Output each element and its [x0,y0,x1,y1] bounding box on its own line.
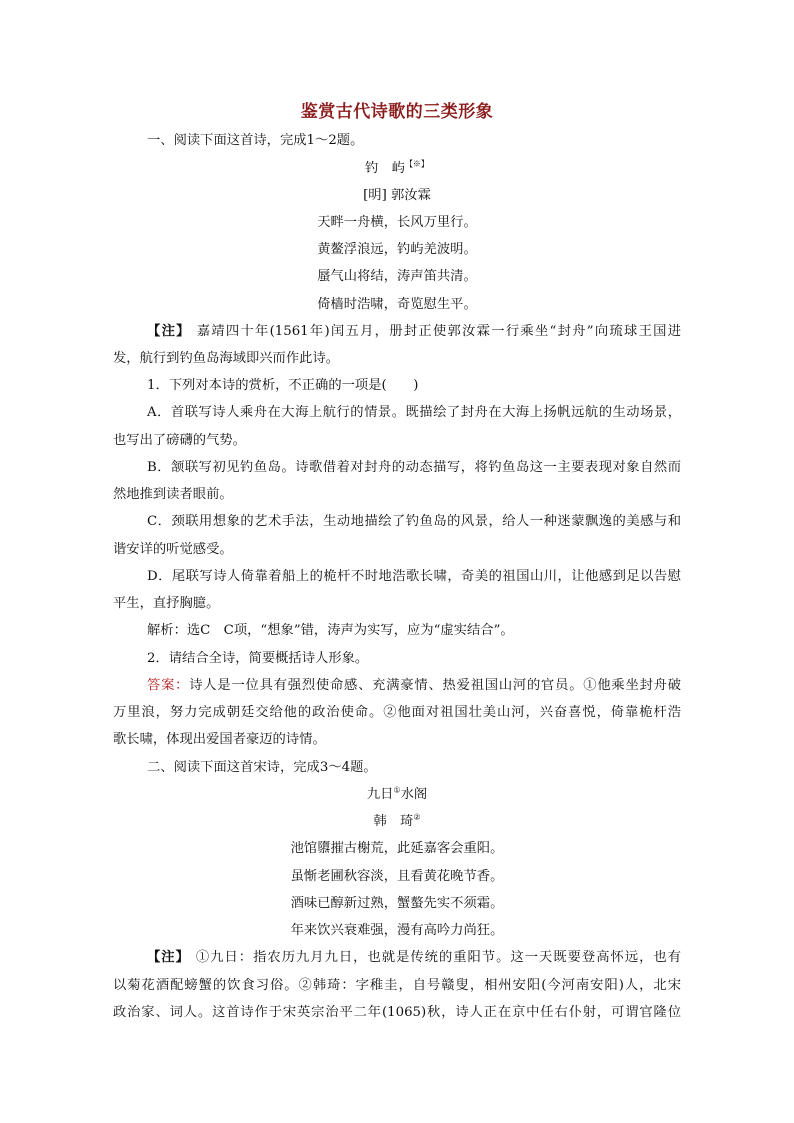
option-b-cont: 然地推到读者眼前。 [113,487,233,502]
answer-line: 歌长啸，体现出爱国者豪迈的诗情。 [113,732,326,747]
poem2-author-text: 韩 琦 [373,814,414,829]
note2-line: 以菊花酒配螃蟹的饮食习俗。②韩琦：字稚圭，自号赣叟，相州安阳(今河南安阳)人，北宋 [113,978,681,993]
question-2: 2．请结合全诗，简要概括诗人形象。 [147,651,369,666]
poem2-title-a: 九日 [366,787,394,802]
poem2-verse: 虽惭老圃秋容淡，且看黄花晚节香。 [290,869,504,884]
poem2-verse: 酒味已醇新过熟，蟹螯先实不须霜。 [290,896,504,911]
page-title: 鉴赏古代诗歌的三类形象 [300,102,494,122]
note1-line: 发，航行到钓鱼岛海域即兴而作此诗。 [113,351,340,366]
option-d: D．尾联写诗人倚靠着船上的桅杆不时地浩歌长啸，奇美的祖国山川，让他感到足以告慰 [147,569,681,584]
section1-intro: 一、阅读下面这首诗，完成1～2题。 [147,133,364,148]
note1-label: 【注】 [147,324,191,339]
poem1-title-text: 钓 屿 [365,161,405,176]
option-c-cont: 谐安详的听觉感受。 [113,542,233,557]
option-d-cont: 平生，直抒胸臆。 [113,596,220,611]
answer-text: 诗人是一位具有强烈使命感、充满豪情、热爱祖国山河的官员。①他乘坐封舟破 [189,678,682,693]
answer-line: 万里浪，努力完成朝廷交给他的政治使命。②他面对祖国壮美山河，兴奋喜悦，倚靠桅杆浩 [113,705,681,720]
note2-line [147,949,681,967]
section2-intro: 二、阅读下面这首宋诗，完成3～4题。 [147,760,377,775]
note1-line [147,323,681,341]
footnote-marker-2: ② [413,812,421,822]
poem1-author: [明] 郭汝霖 [363,188,431,203]
answer-label: 答案： [147,678,190,693]
poem2-verse: 年来饮兴衰难强，漫有高吟力尚狂。 [290,923,504,938]
note1-text: 嘉靖四十年(1561年)闰五月，册封正使郭汝霖一行乘坐“封舟”向琉球王国进 [196,324,682,339]
option-c: C．颈联用想象的艺术手法，生动地描绘了钓鱼岛的风景，给人一种迷蒙飘逸的美感与和 [147,514,681,529]
note2-label: 【注】 [147,950,190,965]
poem1-verse: 黄鳌浮浪远，钓屿羌波明。 [317,242,477,257]
note2-text: ①九日：指农历九月九日，也就是传统的重阳节。这一天既要登高怀远，也有 [195,950,682,965]
option-b: B．颔联写初见钓鱼岛。诗歌借着对封舟的动态描写，将钓鱼岛这一主要表现对象自然而 [147,460,681,475]
analysis: 解析：选C C项，“想象”错，涛声为实写，应为“虚实结合”。 [147,623,514,638]
note2-line: 政治家、词人。这首诗作于宋英宗治平二年(1065)秋，诗人正在京中任右仆射，可谓官隆位 [113,1005,681,1020]
poem2-title [0,786,794,804]
poem1-title-mark: 【※】 [404,159,429,169]
poem2-author [0,813,794,831]
option-a: A．首联写诗人乘舟在大海上航行的情景。既描绘了封舟在大海上扬帆远航的生动场景， [147,405,681,420]
poem1-verse: 蜃气山将结，涛声笛共清。 [317,269,477,284]
poem2-verse: 池馆隳摧古榭荒，此延嘉客会重阳。 [290,841,504,856]
answer-line [147,677,681,695]
poem2-title-b: 水阁 [400,787,428,802]
poem1-verse: 天畔一舟横，长风万里行。 [317,215,477,230]
footnote-marker-1: ① [393,785,401,795]
question-1: 1．下列对本诗的赏析，不正确的一项是( ) [147,378,419,393]
poem1-verse: 倚樯时浩啸，奇览慰生平。 [317,297,477,312]
poem1-title [0,160,794,178]
option-a-cont: 也写出了磅礴的气势。 [113,433,246,448]
